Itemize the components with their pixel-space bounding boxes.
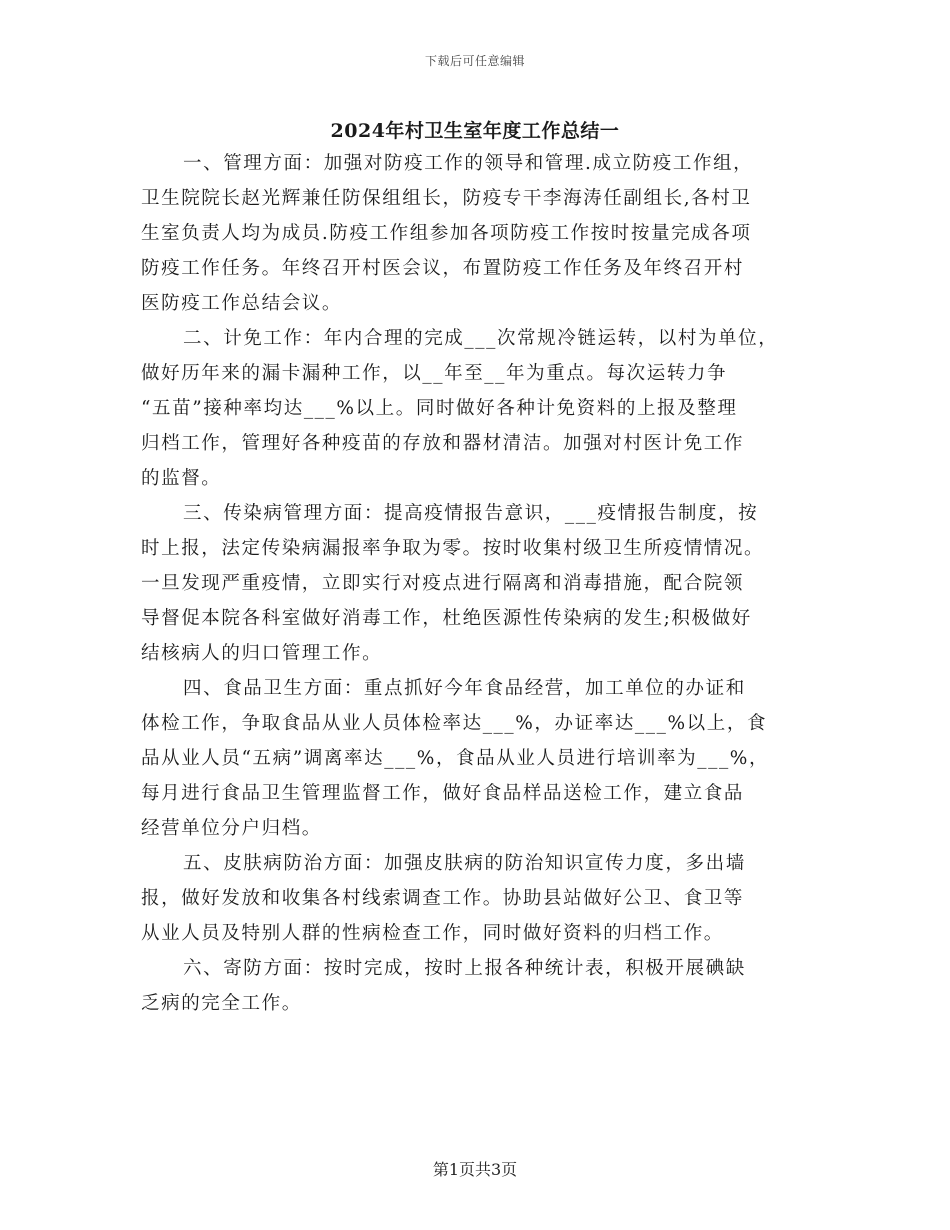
paragraph-immunization bbox=[141, 321, 811, 496]
paragraph-line: 做好历年来的漏卡漏种工作，以__年至__年为重点。每次运转力争 bbox=[141, 363, 728, 384]
paragraph-line: 结核病人的归口管理工作。 bbox=[141, 643, 383, 664]
page-number-indicator: 第1页共3页 bbox=[432, 1160, 518, 1179]
document-body bbox=[141, 146, 811, 1021]
paragraph-line: 防疫工作任务。年终召开村医会议，布置防疫工作任务及年终召开村 bbox=[141, 258, 745, 279]
paragraph-line: 体检工作，争取食品从业人员体检率达___%，办证率达___%以上，食 bbox=[141, 713, 768, 734]
paragraph-line: 四、食品卫生方面：重点抓好今年食品经营，加工单位的办证和 bbox=[183, 678, 746, 699]
paragraph-line: 一旦发现严重疫情，立即实行对疫点进行隔离和消毒措施，配合院领 bbox=[141, 573, 745, 594]
paragraph-line: 三、传染病管理方面：提高疫情报告意识，___疫情报告制度，按 bbox=[183, 503, 759, 524]
paragraph-line: 归档工作，管理好各种疫苗的存放和器材清洁。加强对村医计免工作 bbox=[141, 433, 745, 454]
paragraph-skin-disease bbox=[141, 846, 811, 951]
paragraph-food-hygiene bbox=[141, 671, 811, 846]
paragraph-line: 生室负责人均为成员.防疫工作组参加各项防疫工作按时按量完成各项 bbox=[141, 223, 752, 244]
paragraph-infectious-disease bbox=[141, 496, 811, 671]
paragraph-line: 乏病的完全工作。 bbox=[141, 993, 302, 1014]
page-header-note: 下载后可任意编辑 bbox=[424, 54, 525, 68]
paragraph-line: 医防疫工作总结会议。 bbox=[141, 293, 343, 314]
paragraph-line: 卫生院院长赵光辉兼任防保组组长，防疫专干李海涛任副组长,各村卫 bbox=[141, 188, 752, 209]
paragraph-line: 每月进行食品卫生管理监督工作，做好食品样品送检工作，建立食品 bbox=[141, 783, 745, 804]
paragraph-line: 报，做好发放和收集各村线索调查工作。协助县站做好公卫、食卫等 bbox=[141, 888, 745, 909]
paragraph-line: 的监督。 bbox=[141, 468, 222, 489]
paragraph-line: “五苗”接种率均达___%以上。同时做好各种计免资料的上报及整理 bbox=[141, 398, 738, 419]
paragraph-parasite-prevention bbox=[141, 951, 811, 1021]
paragraph-line: 时上报，法定传染病漏报率争取为零。按时收集村级卫生所疫情情况。 bbox=[141, 538, 765, 559]
paragraph-line: 导督促本院各科室做好消毒工作，杜绝医源性传染病的发生;积极做好 bbox=[141, 608, 752, 629]
paragraph-line: 六、寄防方面：按时完成，按时上报各种统计表，积极开展碘缺 bbox=[183, 958, 746, 979]
paragraph-line: 一、管理方面：加强对防疫工作的领导和管理.成立防疫工作组， bbox=[183, 153, 754, 174]
paragraph-line: 品从业人员“五病”调离率达___%，食品从业人员进行培训率为___%， bbox=[141, 748, 770, 769]
paragraph-line: 二、计免工作：年内合理的完成___次常规冷链运转，以村为单位， bbox=[183, 328, 779, 349]
paragraph-management bbox=[141, 146, 811, 321]
paragraph-line: 五、皮肤病防治方面：加强皮肤病的防治知识宣传力度，多出墙 bbox=[183, 853, 746, 874]
paragraph-line: 经营单位分户归档。 bbox=[141, 818, 322, 839]
paragraph-line: 从业人员及特别人群的性病检查工作，同时做好资料的归档工作。 bbox=[141, 923, 724, 944]
document-title: 2024年村卫生室年度工作总结一 bbox=[330, 120, 620, 142]
